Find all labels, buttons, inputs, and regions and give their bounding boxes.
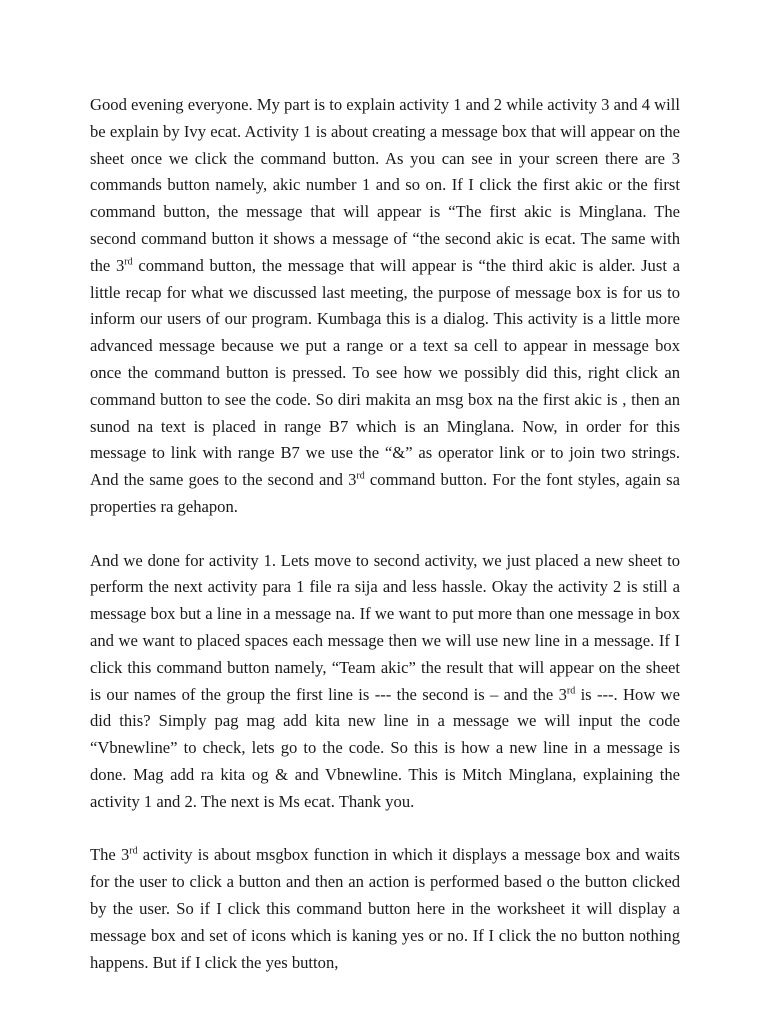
- superscript: rd: [129, 845, 138, 857]
- text-segment: The 3: [90, 845, 130, 865]
- superscript: rd: [124, 256, 133, 268]
- document-page: [90, 92, 680, 1003]
- text-segment: command button, the message that will appear is “the third akic is alder. Just a little recap for what we discussed last meeting, the purpose of message box is for us to inform our users of our program. Kumbaga this is a dialog. This activity is a little more advanced message because we put a range or a text sa cell to appear in message box once the command button is pressed. To see how we possibly did this, right click an command button to see the code. So diri makita an msg box na the first akic is , then an sunod na text is placed in range B7 which is an Minglana. Now, in order for this message to link with range B7 we use the “&” as operator link or to join two strings. And the same goes to the second and 3: [90, 255, 680, 490]
- paragraph-activity-2: [90, 548, 680, 816]
- text-segment: command button. For the font styles, again sa properties ra gehapon.: [90, 470, 680, 516]
- text-segment: is ---. How we did this? Simply pag mag add kita new line in a message we will input the code “Vbnewline” to check, lets go to the code. So this is how a new line in a message is done. Mag add ra kita og & and Vbnewline. This is Mitch Minglana, explaining the activity 1 and 2. The next is Ms ecat. Thank you.: [90, 684, 680, 811]
- text-segment: activity is about msgbox function in which it displays a message box and waits for the user to click a button and then an action is performed based o the button clicked by the user. So if I click this command button here in the worksheet it will display a message box and set of icons which is kaning yes or no. If I click the no button nothing happens. But if I click the yes button,: [90, 845, 680, 972]
- paragraph-activity-1: [90, 92, 680, 521]
- text-segment: Good evening everyone. My part is to explain activity 1 and 2 while activity 3 and 4 will be explain by Ivy ecat. Activity 1 is about creating a message box that will appear on the sheet once we click the command button. As you can see in your screen there are 3 commands button namely, akic number 1 and so on. If I click the first akic or the first command button, the message that will appear is “The first akic is Minglana. The second command button it shows a message of “the second akic is ecat. The same with the 3: [90, 95, 680, 275]
- paragraph-activity-3: [90, 842, 680, 976]
- superscript: rd: [356, 470, 365, 482]
- superscript: rd: [566, 685, 576, 696]
- text-segment: And we done for activity 1. Lets move to second activity, we just placed a new sheet to perform the next activity para 1 file ra sija and less hassle. Okay the activity 2 is still a message box but a line in a message na. If we want to put more than one message in box and we want to placed spaces each message then we will use new line in a message. If I click this command button namely, “Team akic” the result that will appear on the sheet is our names of the group the first line is --- the second is – and the 3: [90, 550, 680, 704]
